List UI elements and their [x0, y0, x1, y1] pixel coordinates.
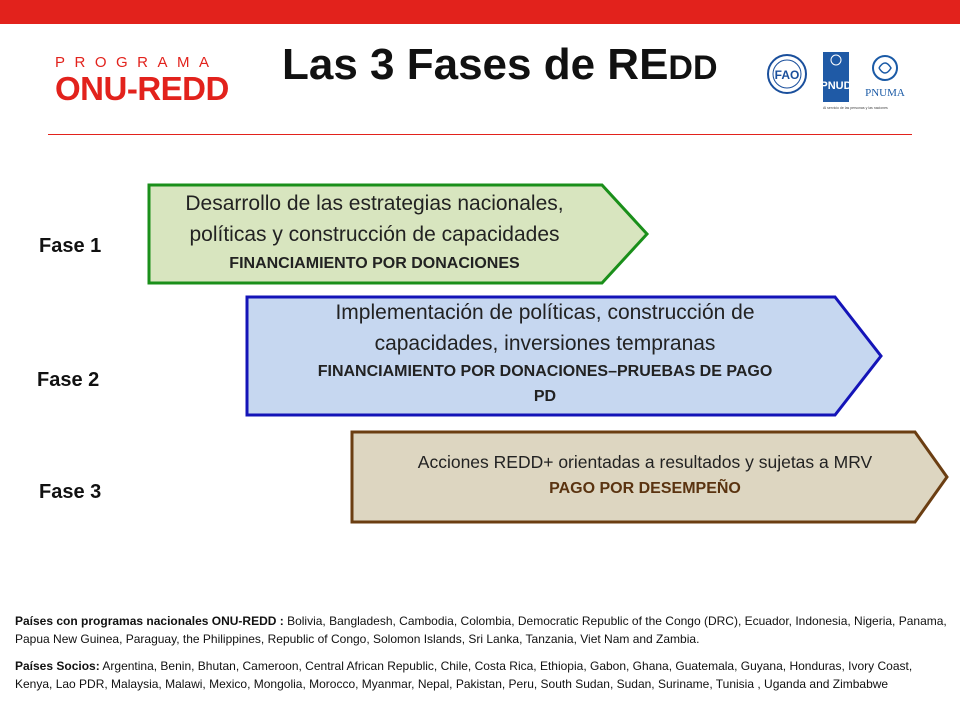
phase-1-label: Fase 1 [39, 235, 102, 257]
title-small: DD [668, 49, 718, 87]
undp-text: PNUD [820, 80, 852, 92]
phase-2-label: Fase 2 [37, 369, 100, 391]
phase-1-line2: políticas y construcción de capacidades [189, 223, 560, 246]
phase-3-line1: Acciones REDD+ orientadas a resultados y sujetas a MRV [417, 452, 873, 472]
partner-countries-label: Países Socios: [15, 659, 100, 673]
phase-2-funding2: PD [533, 388, 557, 405]
phase-1-text [147, 188, 602, 278]
undp-tagline: Al servicio de las personas y las naciones [823, 106, 888, 110]
title-divider [48, 134, 912, 135]
fao-logo-icon [768, 55, 806, 93]
phase-2-line2: capacidades, inversiones tempranas [374, 332, 716, 355]
national-programs-paragraph [15, 612, 950, 648]
partner-countries-list: Argentina, Benin, Bhutan, Cameroon, Central African Republic, Chile, Costa Rica, Ethiopia, Gabon, Ghana, Guatemala, Guyana, Honduras, Ivory Coast, Kenya, Lao PDR, Malaysia, Malawi, Mexico, Mongolia, Morocco, Myanmar, Nepal, Pakistan, Peru, South Sudan, Sudan, Suriname, Tunisia , Uganda and Zimbabwe [15, 659, 913, 691]
phase-1-funding: FINANCIAMIENTO POR DONACIONES [229, 255, 520, 272]
phase-2-line1: Implementación de políticas, construcción de [335, 301, 755, 324]
phase-3-funding: PAGO POR DESEMPEÑO [549, 480, 741, 497]
top-accent-bar [0, 0, 960, 24]
partner-countries-paragraph [15, 657, 950, 693]
phase-3-arrow [350, 430, 950, 524]
onu-redd-logo [55, 54, 245, 107]
page-title [282, 40, 718, 90]
countries-footer [15, 612, 950, 702]
phase-1-arrow [147, 183, 652, 285]
phase-2-arrow [245, 295, 885, 417]
phase-2-text [245, 297, 845, 409]
partner-logos [765, 52, 925, 122]
fao-text: FAO [774, 68, 800, 82]
logo-kicker: PROGRAMA [55, 54, 219, 71]
phase-1-line1: Desarrollo de las estrategias nacionales, [185, 192, 564, 215]
title-main: Las 3 Fases de RE [282, 40, 669, 89]
national-programs-list: Bolivia, Bangladesh, Cambodia, Colombia, Democratic Republic of the Congo (DRC), Ecuador, Indonesia, Nigeria, Panama, Papua New Guinea, Paraguay, the Philippines, Republic of Congo, Solomon Islands, Sri Lanka, Tanzania, Viet Nam and Zambia. [15, 614, 947, 646]
unep-logo-icon [865, 56, 905, 99]
undp-logo-icon [820, 52, 888, 110]
logo-brand: ONU-REDD [55, 70, 229, 107]
phase-3-label: Fase 3 [39, 481, 102, 503]
phase-2-funding: FINANCIAMIENTO POR DONACIONES–PRUEBAS DE PAGO [317, 363, 773, 380]
phase-3-text [350, 448, 940, 502]
unep-text: PNUMA [865, 87, 905, 99]
national-programs-label: Países con programas nacionales ONU-REDD : [15, 614, 284, 628]
